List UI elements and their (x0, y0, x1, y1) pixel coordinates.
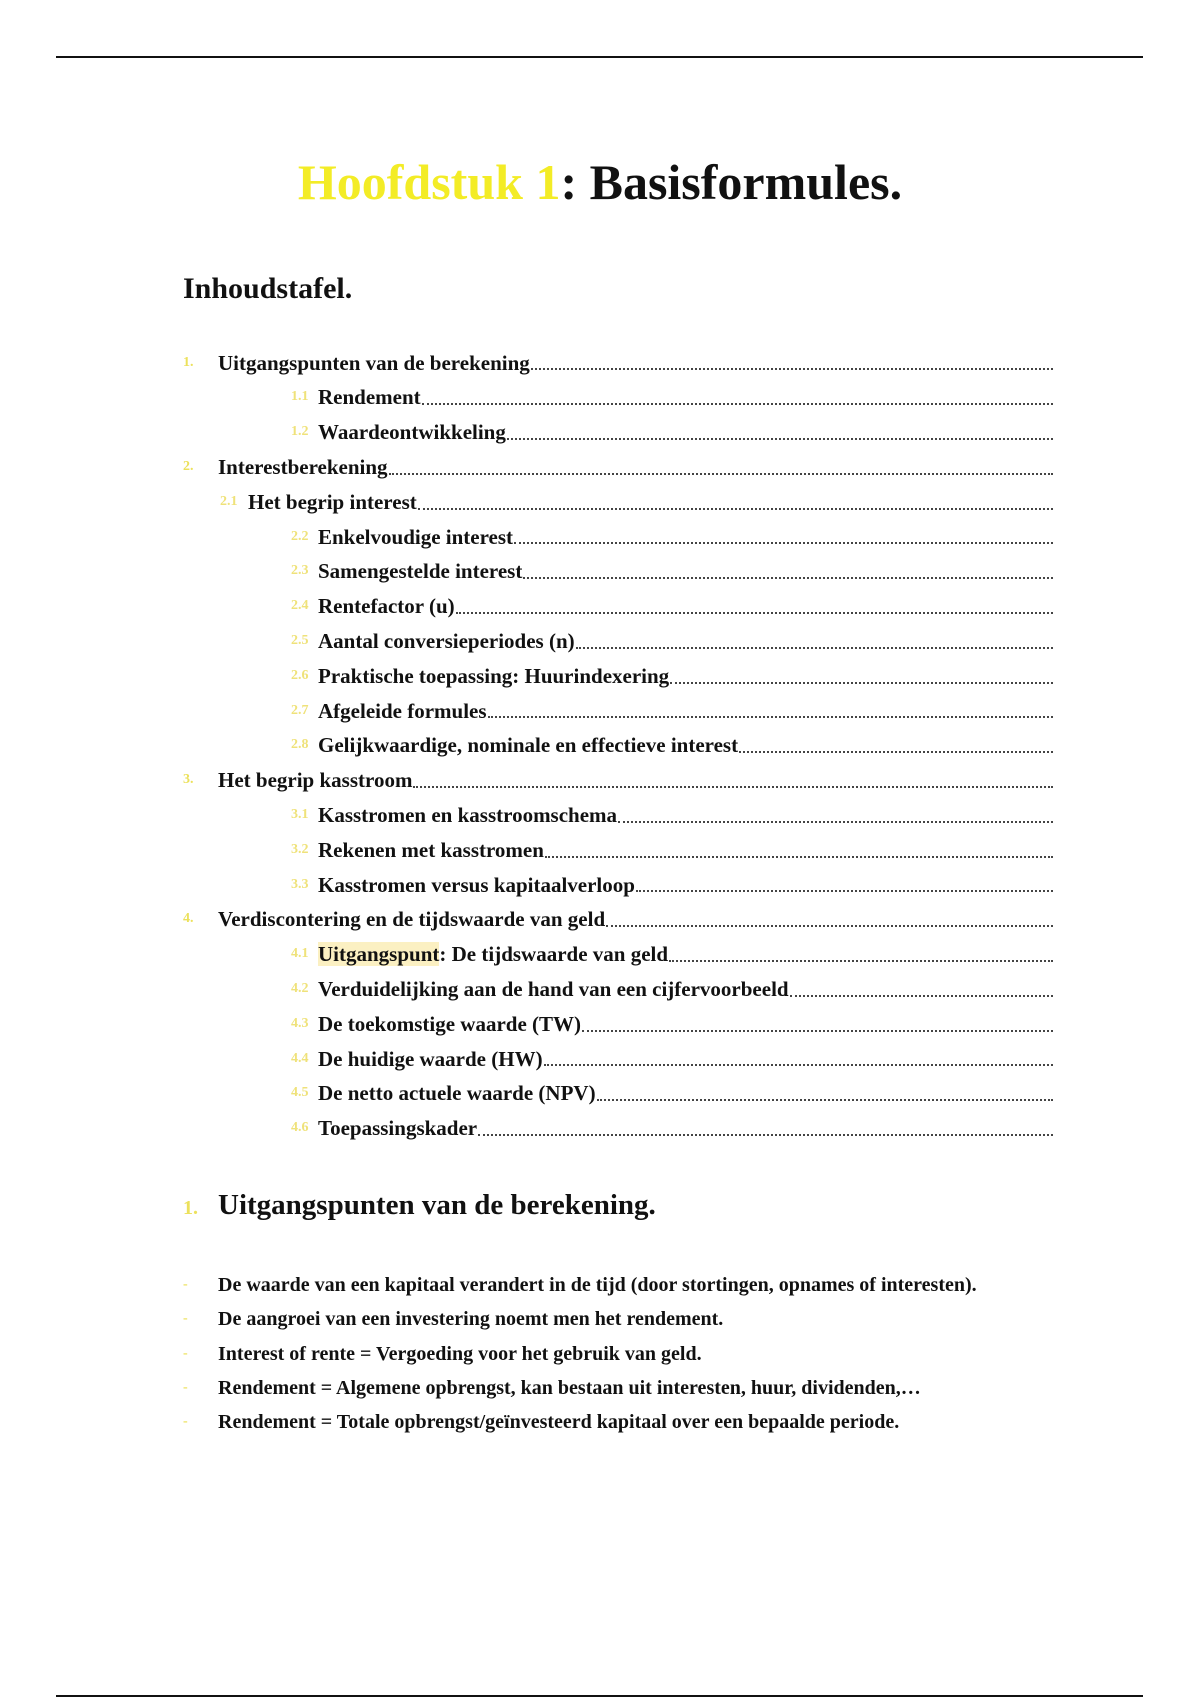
toc-entry (183, 972, 1053, 1007)
dot-leader (418, 495, 1053, 510)
list-item (183, 1302, 1083, 1336)
toc-entry-number: 2.1 (220, 493, 238, 509)
toc-entry-title: Verduidelijking aan de hand van een cijfervoorbeeld (318, 976, 789, 1001)
toc-entry-number: 3.1 (291, 806, 309, 822)
dot-leader (597, 1086, 1053, 1101)
toc-entry-title: De toekomstige waarde (TW) (318, 1011, 582, 1036)
bottom-rule (56, 1695, 1143, 1697)
toc-entry (183, 485, 1053, 520)
list-item-text: De aangroei van een investering noemt men het rendement. (218, 1308, 724, 1331)
toc-entry-number: 3.3 (291, 876, 309, 892)
toc-entry (183, 624, 1053, 659)
list-item-text: De waarde van een kapitaal verandert in de tijd (door stortingen, opnames of interesten). (218, 1274, 977, 1296)
dot-leader (422, 390, 1053, 405)
toc-entry-number: 2.7 (291, 702, 309, 718)
toc-entry-title: Toepassingskader (318, 1116, 478, 1141)
toc-entry-number: 1.1 (291, 389, 309, 405)
toc-entry (183, 728, 1053, 763)
table-of-contents (183, 346, 1053, 1146)
toc-entry (183, 554, 1053, 589)
toc-entry (183, 1007, 1053, 1042)
toc-entry-title: De netto actuele waarde (NPV) (318, 1081, 596, 1106)
chapter-title (0, 152, 1200, 212)
toc-entry-number: 2.5 (291, 632, 309, 648)
toc-entry-title: Praktische toepassing: Huurindexering (318, 663, 670, 688)
toc-entry (183, 694, 1053, 729)
dot-leader (523, 564, 1053, 579)
dot-leader (507, 425, 1053, 440)
dot-leader (636, 877, 1053, 892)
toc-entry-title: Enkelvoudige interest (318, 524, 514, 549)
list-item-text: Interest of rente = Vergoeding voor het gebruik van geld. (218, 1342, 702, 1365)
dot-leader (531, 355, 1053, 370)
toc-entry (183, 1042, 1053, 1077)
toc-entry-number: 4.1 (291, 946, 309, 962)
dot-leader (790, 982, 1053, 997)
toc-entry-title: De huidige waarde (HW) (318, 1046, 543, 1071)
toc-entry-title: Aantal conversieperiodes (n) (318, 628, 575, 653)
dot-leader (544, 1051, 1053, 1066)
dot-leader (618, 808, 1053, 823)
list-item (183, 1337, 1083, 1371)
toc-entry (183, 380, 1053, 415)
toc-entry-title: Gelijkwaardige, nominale en effectieve interest (318, 733, 739, 758)
toc-entry-number: 4.5 (291, 1085, 309, 1101)
list-item (183, 1405, 1083, 1439)
toc-entry-number: 1. (183, 354, 194, 370)
list-item (183, 1268, 1083, 1302)
toc-entry-title-rest: : De tijdswaarde van geld (439, 942, 669, 967)
toc-entry-title (318, 937, 668, 972)
toc-entry-title: Rendement (318, 385, 421, 410)
dot-leader (669, 947, 1053, 962)
toc-entry (183, 589, 1053, 624)
toc-entry-number: 3.2 (291, 841, 309, 857)
toc-entry-number: 4.3 (291, 1015, 309, 1031)
toc-entry-number: 4. (183, 911, 194, 927)
toc-entry-number: 2.2 (291, 528, 309, 544)
toc-entry-title: Uitgangspunten van de berekening (218, 350, 530, 375)
toc-entry-title: Het begrip kasstroom (218, 768, 413, 793)
toc-entry-number: 4.4 (291, 1050, 309, 1066)
list-item (183, 1371, 1083, 1405)
toc-entry (183, 450, 1053, 485)
toc-entry-title: Het begrip interest (248, 489, 417, 514)
toc-entry-title: Rentefactor (u) (318, 594, 455, 619)
toc-entry (183, 833, 1053, 868)
toc-entry (183, 798, 1053, 833)
bullet-marker: - (183, 1311, 188, 1327)
toc-entry-number: 2.6 (291, 667, 309, 683)
toc-entry-number: 1.2 (291, 424, 309, 440)
toc-entry (183, 763, 1053, 798)
bullet-list (183, 1268, 1083, 1439)
toc-heading: Inhoudstafel. (183, 272, 353, 305)
dot-leader (413, 773, 1053, 788)
toc-entry-title: Kasstromen versus kapitaalverloop (318, 872, 635, 897)
toc-entry (183, 659, 1053, 694)
bullet-marker: - (183, 1345, 188, 1361)
toc-entry-number: 4.2 (291, 980, 309, 996)
list-item-text: Rendement = Algemene opbrengst, kan bestaan uit interesten, huur, dividenden,… (218, 1376, 921, 1399)
toc-entry (183, 1111, 1053, 1146)
section-heading (183, 1187, 656, 1226)
top-rule (56, 56, 1143, 58)
dot-leader (478, 1121, 1053, 1136)
toc-entry-number: 2.3 (291, 563, 309, 579)
toc-entry (183, 346, 1053, 381)
toc-entry (183, 937, 1053, 972)
highlighted-word: Uitgangspunt (318, 942, 440, 967)
toc-entry-title: Interestberekening (218, 454, 388, 479)
toc-entry (183, 520, 1053, 555)
bullet-marker: - (183, 1414, 188, 1430)
dot-leader (582, 1017, 1053, 1032)
toc-entry-number: 2. (183, 458, 194, 474)
dot-leader (545, 843, 1053, 858)
chapter-title-rest: : Basisformules. (560, 154, 903, 210)
toc-entry-title: Kasstromen en kasstroomschema (318, 802, 618, 827)
toc-entry-title: Rekenen met kasstromen (318, 837, 544, 862)
dot-leader (576, 634, 1053, 649)
dot-leader (670, 669, 1053, 684)
toc-entry-title: Waardeontwikkeling (318, 420, 506, 445)
toc-entry-title: Samengestelde interest (318, 559, 523, 584)
dot-leader (456, 599, 1053, 614)
section-title: Uitgangspunten van de berekening. (218, 1189, 656, 1221)
chapter-title-highlight: Hoofdstuk 1 (297, 154, 561, 210)
toc-entry (183, 868, 1053, 903)
dot-leader (739, 738, 1053, 753)
toc-entry (183, 1076, 1053, 1111)
dot-leader (488, 703, 1053, 718)
bullet-marker: - (183, 1379, 188, 1395)
toc-entry-title: Afgeleide formules (318, 698, 487, 723)
bullet-marker: - (183, 1277, 188, 1292)
dot-leader (514, 529, 1053, 544)
toc-entry (183, 415, 1053, 450)
toc-entry-number: 2.8 (291, 737, 309, 753)
toc-entry (183, 902, 1053, 937)
toc-entry-number: 4.6 (291, 1120, 309, 1136)
section-number: 1. (183, 1197, 198, 1219)
dot-leader (606, 912, 1053, 927)
toc-entry-number: 3. (183, 772, 194, 788)
toc-entry-title: Verdiscontering en de tijdswaarde van geld (218, 907, 606, 932)
list-item-text: Rendement = Totale opbrengst/geïnvesteerd kapitaal over een bepaalde periode. (218, 1411, 900, 1434)
toc-entry-number: 2.4 (291, 598, 309, 614)
dot-leader (389, 460, 1053, 475)
